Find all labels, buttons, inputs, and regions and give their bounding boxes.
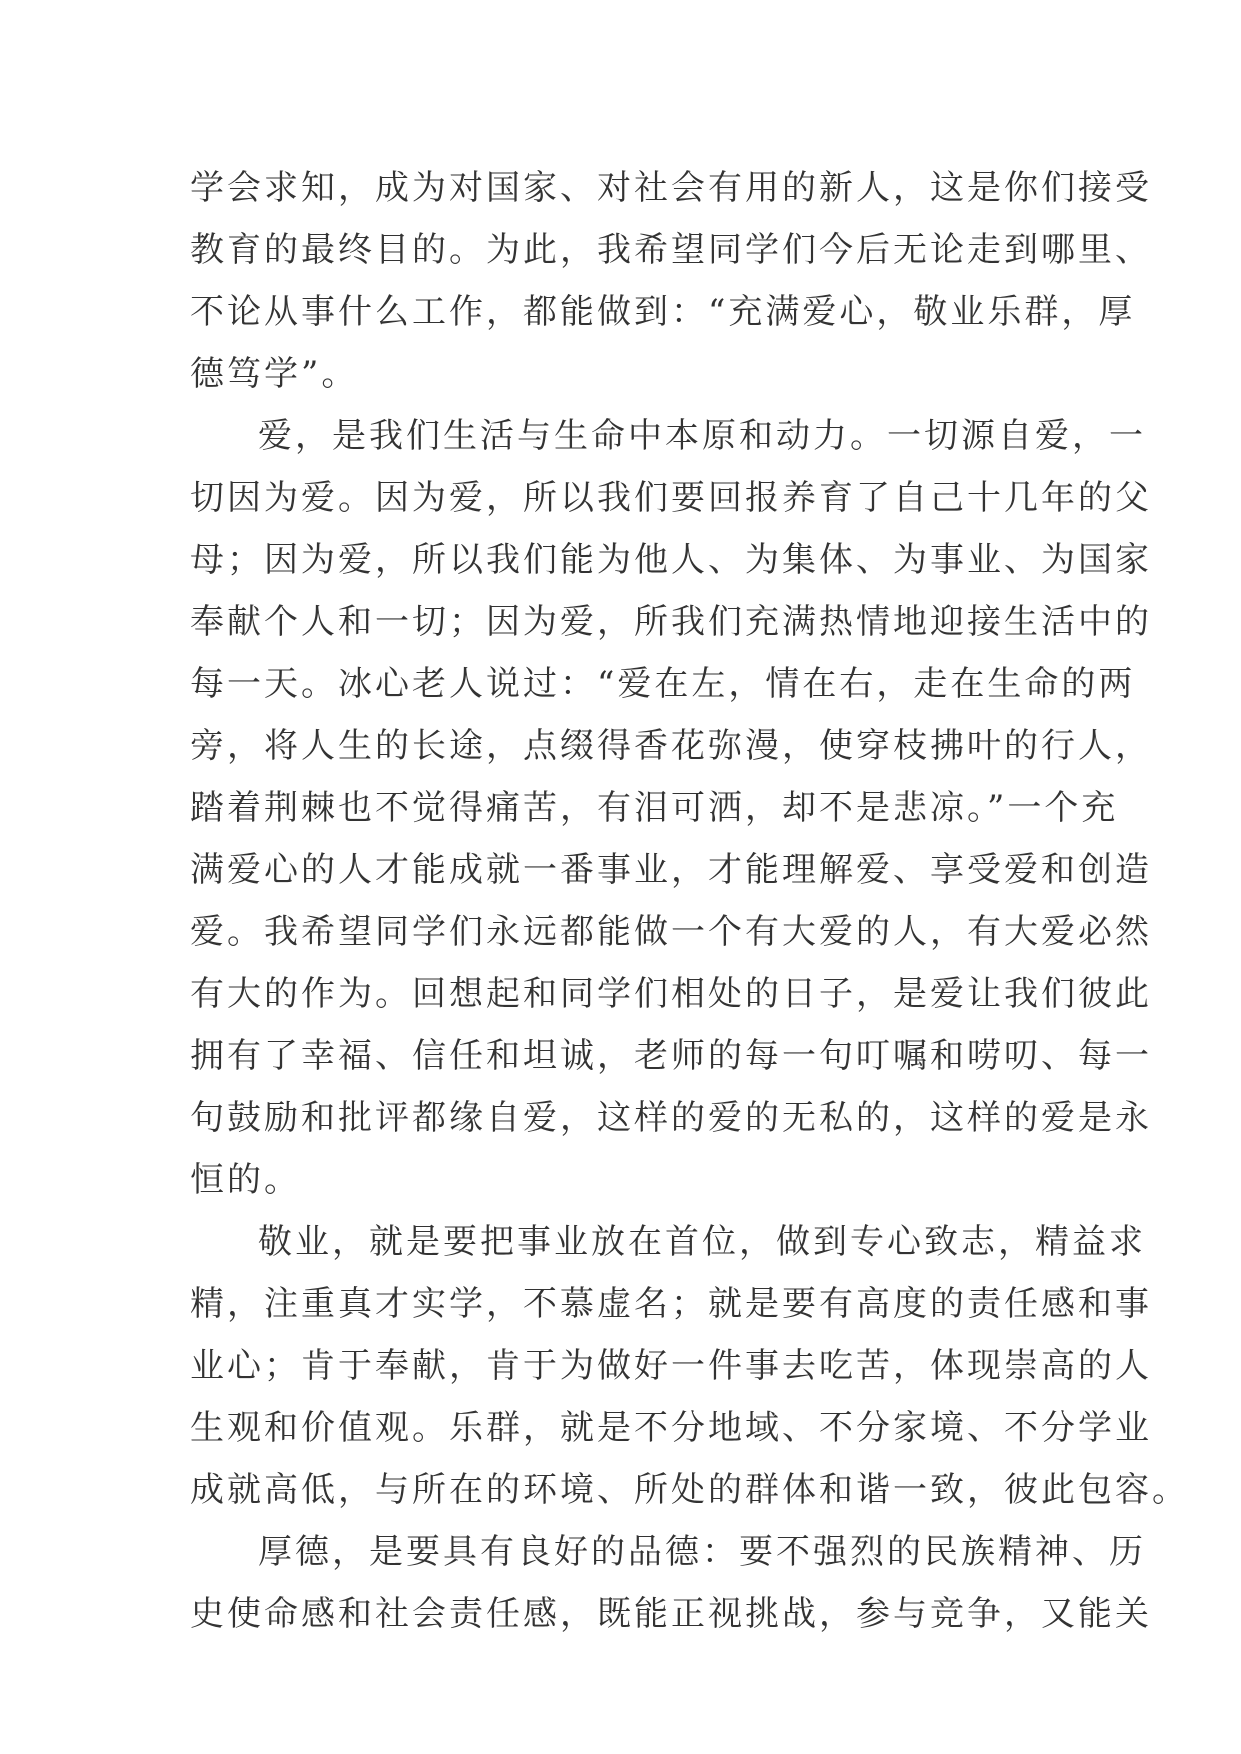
document-body (190, 157, 1189, 1645)
paragraph-line: 敬业，就是要把事业放在首位，做到专心致志，精益求 (258, 1222, 1146, 1262)
paragraph-line: 德笃学”。 (190, 354, 359, 394)
paragraph (190, 1211, 1189, 1521)
paragraph-line: 不论从事什么工作，都能做到：“充满爱心，敬业乐群，厚 (190, 292, 1136, 332)
paragraph-line: 母；因为爱，所以我们能为他人、为集体、为事业、为国家 (190, 540, 1152, 580)
paragraph-line: 生观和价值观。乐群，就是不分地域、不分家境、不分学业 (190, 1408, 1152, 1448)
paragraph-line: 厚德，是要具有良好的品德：要不强烈的民族精神、历 (258, 1532, 1146, 1572)
paragraph-line: 精，注重真才实学，不慕虚名；就是要有高度的责任感和事 (190, 1284, 1152, 1324)
paragraph (190, 405, 1152, 1211)
paragraph-line: 爱，是我们生活与生命中本原和动力。一切源自爱，一 (258, 416, 1146, 456)
paragraph-line: 业心；肯于奉献，肯于为做好一件事去吃苦，体现崇高的人 (190, 1346, 1152, 1386)
paragraph-line: 爱。我希望同学们永远都能做一个有大爱的人，有大爱必然 (190, 912, 1152, 952)
paragraph-line: 恒的。 (190, 1160, 301, 1200)
paragraph-line: 旁，将人生的长途，点缀得香花弥漫，使穿枝拂叶的行人， (190, 726, 1152, 766)
paragraph-line: 满爱心的人才能成就一番事业，才能理解爱、享受爱和创造 (190, 850, 1152, 890)
paragraph-line: 教育的最终目的。为此，我希望同学们今后无论走到哪里、 (190, 230, 1152, 270)
paragraph-line: 句鼓励和批评都缘自爱，这样的爱的无私的，这样的爱是永 (190, 1098, 1152, 1138)
paragraph-line: 成就高低，与所在的环境、所处的群体和谐一致，彼此包容。 (190, 1470, 1189, 1510)
paragraph-line: 每一天。冰心老人说过：“爱在左，情在右，走在生命的两 (190, 664, 1136, 704)
paragraph-line: 学会求知，成为对国家、对社会有用的新人，这是你们接受 (190, 168, 1152, 208)
paragraph (190, 157, 1152, 405)
paragraph-line: 拥有了幸福、信任和坦诚，老师的每一句叮嘱和唠叨、每一 (190, 1036, 1152, 1076)
paragraph-line: 史使命感和社会责任感，既能正视挑战，参与竞争，又能关 (190, 1594, 1152, 1634)
paragraph-line: 踏着荆棘也不觉得痛苦，有泪可洒，却不是悲凉。”一个充 (190, 788, 1119, 828)
paragraph-line: 切因为爱。因为爱，所以我们要回报养育了自己十几年的父 (190, 478, 1152, 518)
paragraph-line: 有大的作为。回想起和同学们相处的日子，是爱让我们彼此 (190, 974, 1152, 1014)
paragraph-line: 奉献个人和一切；因为爱，所我们充满热情地迎接生活中的 (190, 602, 1152, 642)
paragraph (190, 1521, 1152, 1645)
